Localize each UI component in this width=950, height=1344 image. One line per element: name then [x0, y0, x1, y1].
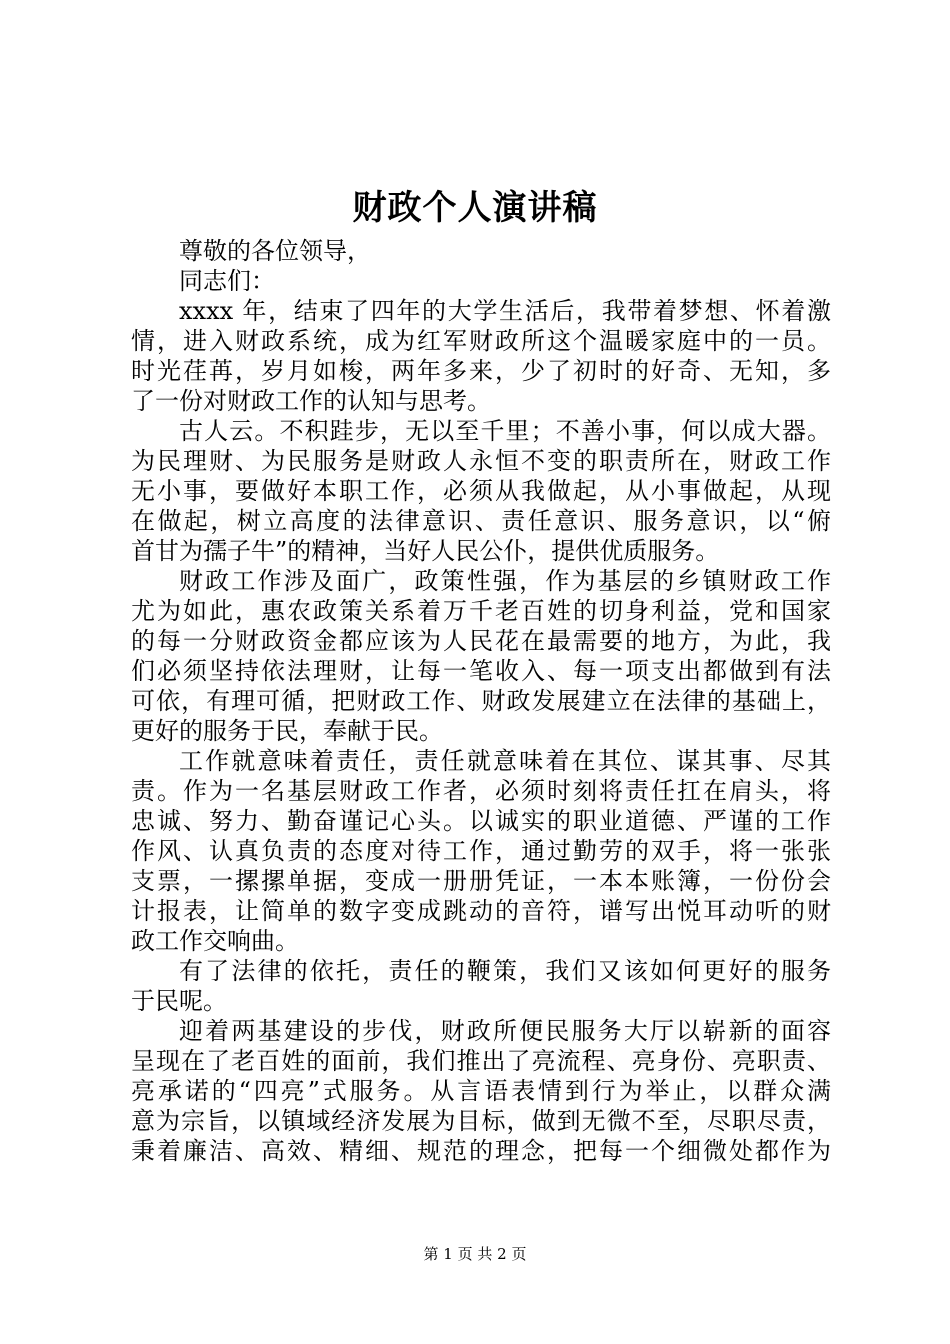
paragraph-line: 忠诚、努力、勤奋谨记心头。以诚实的职业道德、严谨的工作 [131, 807, 831, 835]
page-title: 财政个人演讲稿 [352, 188, 598, 228]
paragraph-line: 古人云。不积跬步，无以至千里；不善小事，何以成大器。 [179, 417, 831, 445]
paragraph-line: 亮承诺的“四亮”式服务。从言语表情到行为举止，以群众满 [131, 1077, 831, 1105]
paragraph-line: 们必须坚持依法理财，让每一笔收入、每一项支出都做到有法 [131, 657, 831, 685]
paragraph-line: 迎着两基建设的步伐，财政所便民服务大厅以崭新的面容 [179, 1017, 831, 1045]
paragraph-line: 作风、认真负责的态度对待工作，通过勤劳的双手，将一张张 [131, 837, 831, 865]
paragraph-line: 财政工作涉及面广，政策性强，作为基层的乡镇财政工作 [179, 567, 831, 595]
paragraph-line: 呈现在了老百姓的面前，我们推出了亮流程、亮身份、亮职责、 [131, 1047, 831, 1075]
paragraph-line: 了一份对财政工作的认知与思考。 [131, 387, 491, 415]
speech-body [131, 236, 831, 1166]
salutation-line: 同志们： [179, 267, 275, 295]
paragraph-line: xxxx 年，结束了四年的大学生活后，我带着梦想、怀着激 [179, 297, 831, 325]
paragraph-line: 于民呢。 [131, 987, 227, 1015]
paragraph-line: 有了法律的依托，责任的鞭策，我们又该如何更好的服务 [179, 957, 831, 985]
paragraph-line: 情，进入财政系统，成为红军财政所这个温暖家庭中的一员。 [131, 327, 831, 355]
paragraph-line: 首甘为孺子牛”的精神，当好人民公仆，提供优质服务。 [131, 537, 720, 565]
paragraph-line: 可依，有理可循，把财政工作、财政发展建立在法律的基础上， [131, 687, 831, 715]
paragraph-line: 支票，一摞摞单据，变成一册册凭证，一本本账簿，一份份会 [131, 867, 831, 895]
salutation-line: 尊敬的各位领导， [179, 237, 371, 265]
paragraph-line: 尤为如此，惠农政策关系着万千老百姓的切身利益，党和国家 [131, 597, 831, 625]
paragraph-line: 时光荏苒，岁月如梭，两年多来，少了初时的好奇、无知，多 [131, 357, 831, 385]
paragraph-line: 更好的服务于民，奉献于民。 [131, 717, 443, 745]
paragraph-line: 政工作交响曲。 [131, 927, 299, 955]
paragraph-line: 为民理财、为民服务是财政人永恒不变的职责所在，财政工作 [131, 447, 831, 475]
paragraph-line: 秉着廉洁、高效、精细、规范的理念，把每一个细微处都作为 [131, 1137, 831, 1165]
paragraph-line: 在做起，树立高度的法律意识、责任意识、服务意识，以“俯 [131, 507, 831, 535]
paragraph-line: 意为宗旨，以镇域经济发展为目标，做到无微不至，尽职尽责， [131, 1107, 831, 1135]
paragraph-line: 的每一分财政资金都应该为人民花在最需要的地方，为此，我 [131, 627, 831, 655]
paragraph-line: 无小事，要做好本职工作，必须从我做起，从小事做起，从现 [131, 477, 831, 505]
paragraph-line: 计报表，让简单的数字变成跳动的音符，谱写出悦耳动听的财 [131, 897, 831, 925]
paragraph-line: 责。作为一名基层财政工作者，必须时刻将责任扛在肩头，将 [131, 777, 831, 805]
paragraph-line: 工作就意味着责任，责任就意味着在其位、谋其事、尽其 [179, 747, 831, 775]
page-footer: 第 1 页 共 2 页 [423, 1245, 527, 1263]
